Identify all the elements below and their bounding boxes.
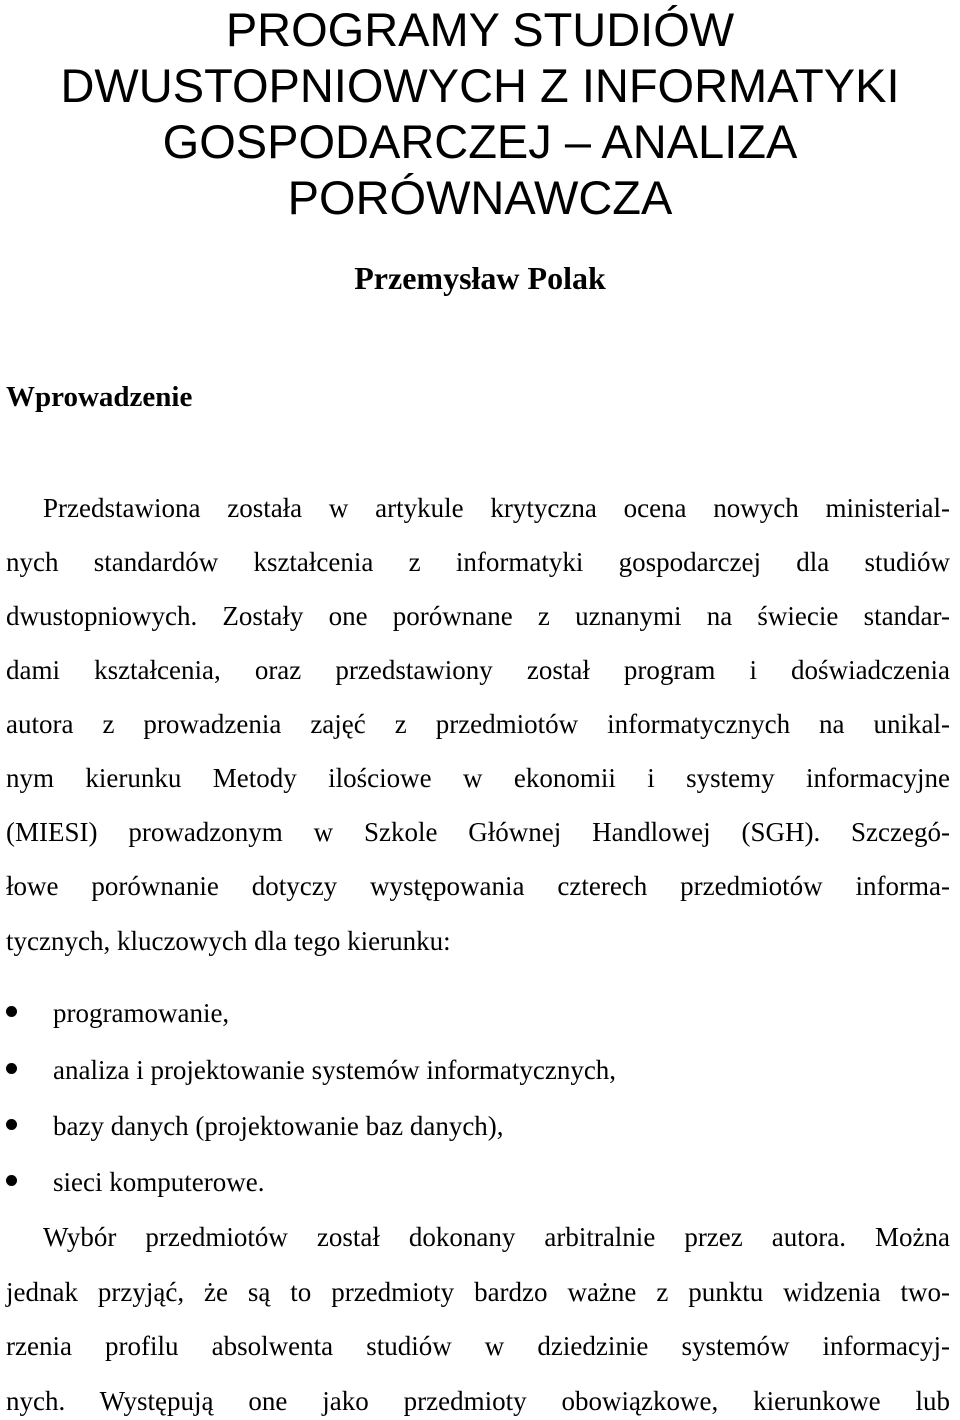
paragraph2-line-2: jednak przyjąć, że są to przedmioty bardzo ważne z punktu widzenia two-	[6, 1277, 950, 1307]
list-item	[6, 995, 950, 1031]
list-item-text: sieci komputerowe.	[53, 1167, 265, 1197]
title-line-4: PORÓWNAWCZA	[287, 171, 673, 224]
paragraph1-line-5: autora z prowadzenia zajęć z przedmiotów informatycznych na unikal-	[6, 709, 950, 739]
author-name: Przemysław Polak	[354, 260, 606, 296]
list-item-text: analiza i projektowanie systemów informatycznych,	[53, 1055, 617, 1085]
paragraph1-line-9: tycznych, kluczowych dla tego kierunku:	[6, 926, 451, 956]
list-item	[6, 1052, 950, 1088]
bullet-icon	[6, 1175, 17, 1186]
bullet-icon	[6, 1006, 17, 1017]
paragraph2-line-3: rzenia profilu absolwenta studiów w dziedzinie systemów informacyj-	[6, 1331, 950, 1361]
paragraph1-line-7: (MIESI) prowadzonym w Szkole Głównej Handlowej (SGH). Szczegó-	[6, 817, 950, 847]
list-item-text: programowanie,	[53, 998, 230, 1028]
paragraph1-line-3: dwustopniowych. Zostały one porównane z uznanymi na świecie standar-	[6, 601, 950, 631]
list-item-text: bazy danych (projektowanie baz danych),	[53, 1111, 504, 1141]
paragraph1-line-6: nym kierunku Metody ilościowe w ekonomii i systemy informacyjne	[6, 763, 950, 793]
title-line-2: DWUSTOPNIOWYCH Z INFORMATYKI	[60, 59, 900, 112]
paragraph1-line-4: dami kształcenia, oraz przedstawiony został program i doświadczenia	[6, 655, 950, 685]
list-item	[6, 1108, 950, 1144]
paragraph1-line-8: łowe porównanie dotyczy występowania czterech przedmiotów informa-	[6, 871, 950, 901]
paragraph2-line-1: Wybór przedmiotów został dokonany arbitralnie przez autora. Można	[43, 1222, 950, 1252]
list-item	[6, 1164, 950, 1200]
bullet-icon	[6, 1119, 17, 1130]
paragraph1-line-1: Przedstawiona została w artykule krytyczna ocena nowych ministerial-	[43, 493, 950, 523]
paragraph1-line-2: nych standardów kształcenia z informatyki gospodarczej dla studiów	[6, 547, 950, 577]
bullet-icon	[6, 1063, 17, 1074]
paragraph2-line-4: nych. Występują one jako przedmioty obowiązkowe, kierunkowe lub	[6, 1386, 950, 1416]
title-line-3: GOSPODARCZEJ – ANALIZA	[162, 115, 798, 168]
section-heading: Wprowadzenie	[6, 381, 193, 413]
title-line-1: PROGRAMY STUDIÓW	[225, 3, 735, 56]
